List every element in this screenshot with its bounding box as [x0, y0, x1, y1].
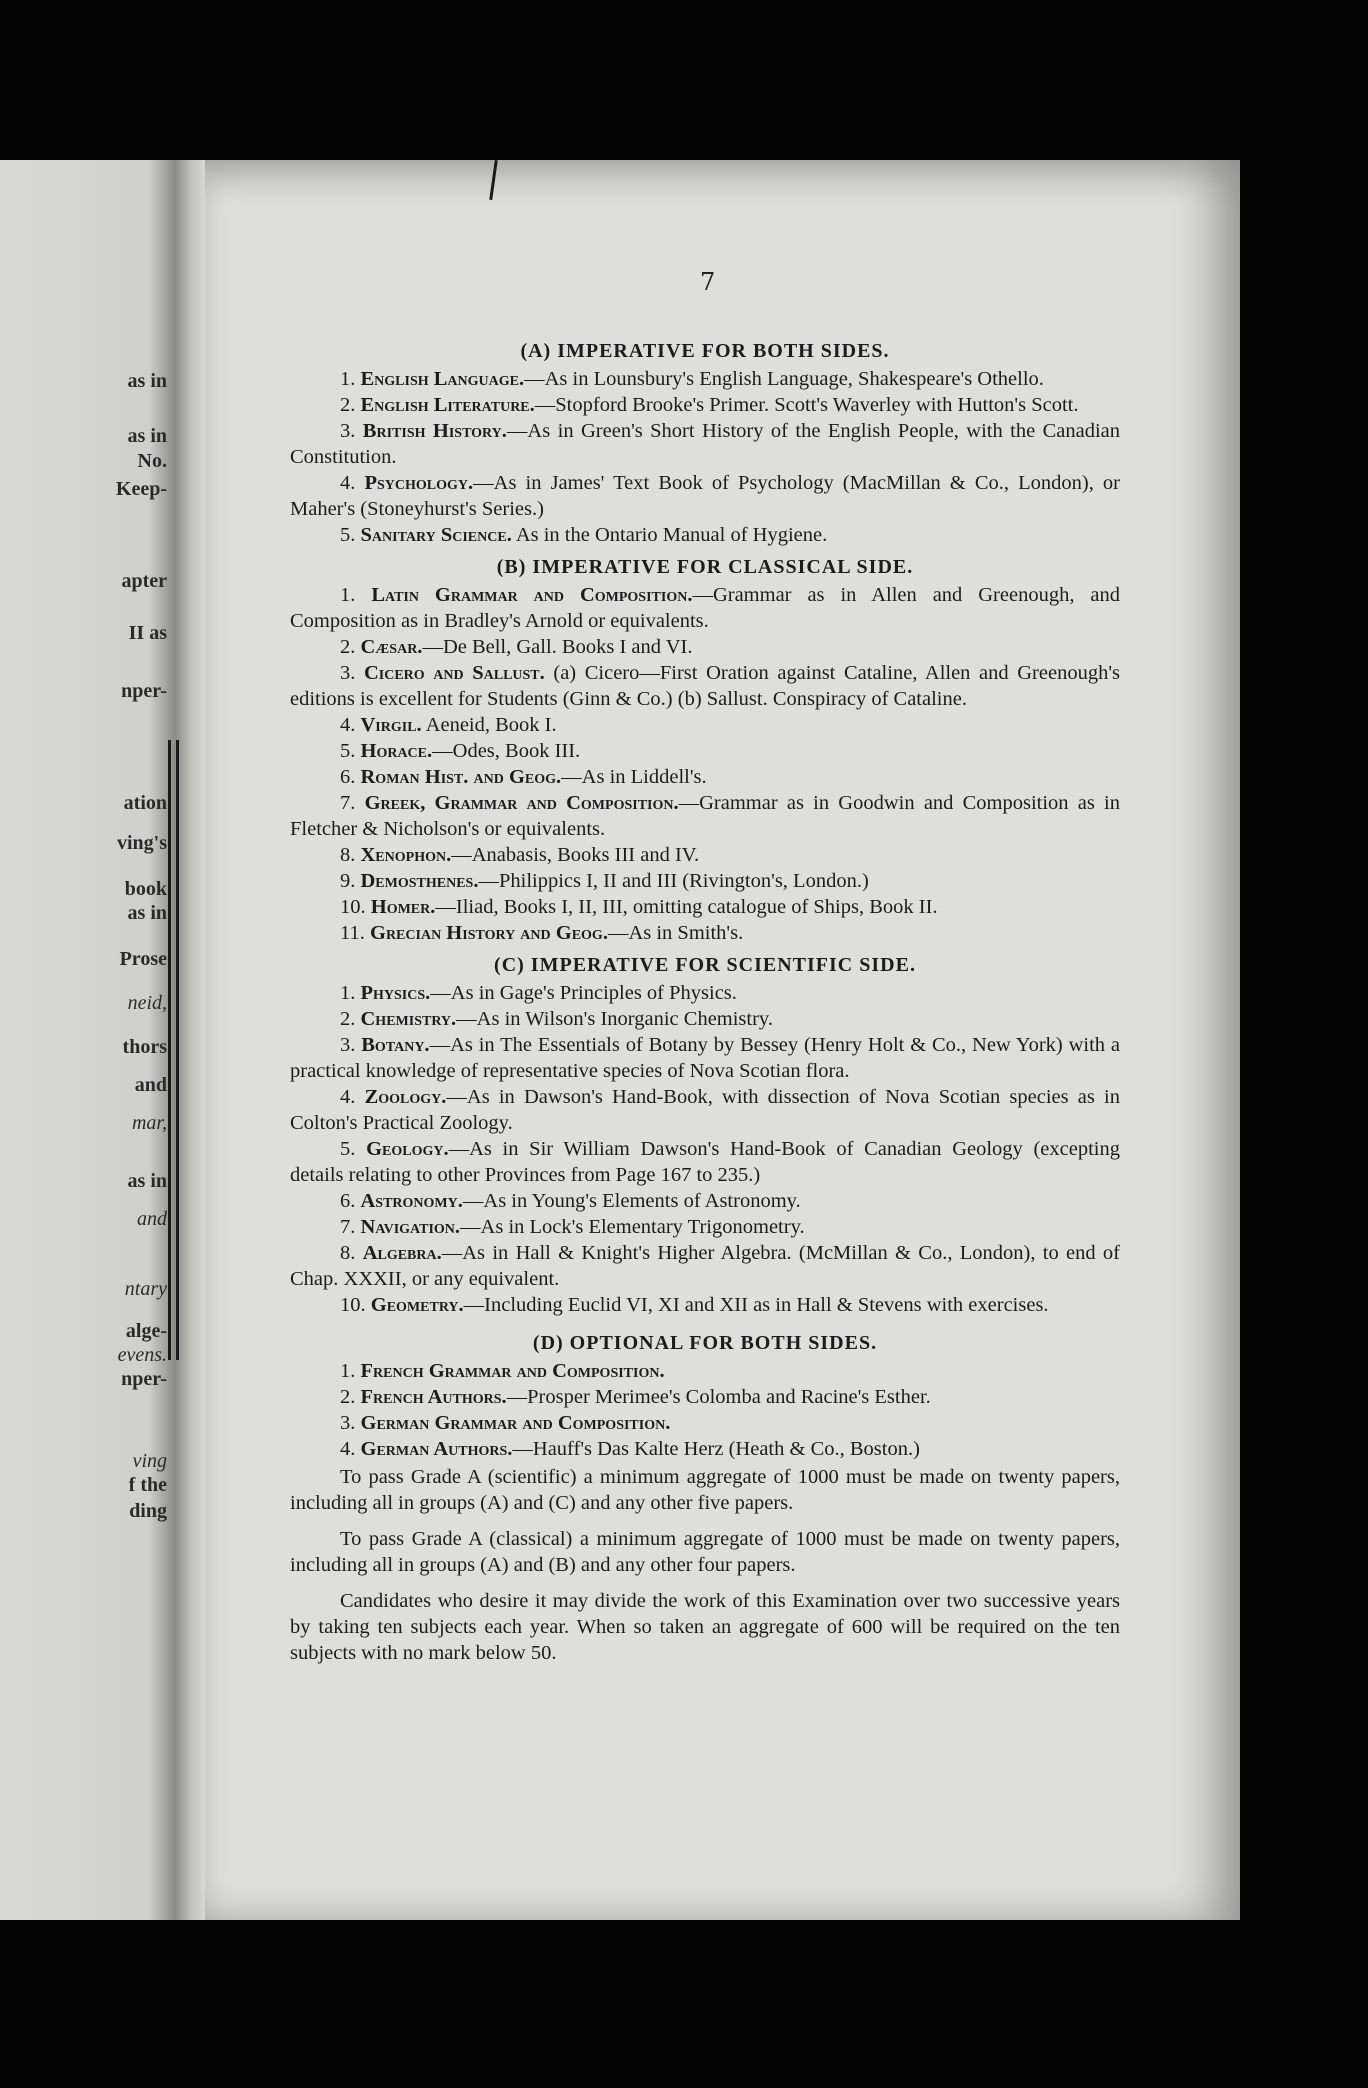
- section-d-item: [290, 1358, 1120, 1384]
- item-subject: Virgil.: [360, 714, 422, 736]
- item-number: 8.: [340, 1242, 363, 1264]
- item-number: 3.: [340, 420, 363, 442]
- section-d-item: [290, 1436, 1120, 1462]
- left-page-fragment: apter: [121, 570, 167, 592]
- section-c-item: [290, 980, 1120, 1006]
- item-description: —As in Dawson's Hand-Book, with dissection of Nova Scotian species as in Colton's Practical Zoology.: [290, 1086, 1120, 1134]
- item-number: 1.: [340, 368, 361, 390]
- section-d-heading: (D) OPTIONAL FOR BOTH SIDES.: [532, 1332, 878, 1354]
- item-subject: Cæsar.: [360, 636, 423, 658]
- item-number: 4.: [340, 472, 365, 494]
- item-description: —Hauff's Das Kalte Herz (Heath & Co., Boston.): [512, 1438, 920, 1460]
- scan-border-right: [1240, 150, 1368, 2088]
- section-b-heading: (B) IMPERATIVE FOR CLASSICAL SIDE.: [496, 556, 914, 578]
- section-b-item: [290, 790, 1120, 842]
- item-description: —De Bell, Gall. Books I and VI.: [422, 636, 693, 658]
- section-a-item: [290, 470, 1120, 522]
- item-subject: Horace.: [360, 740, 433, 762]
- item-subject: Algebra.: [362, 1242, 442, 1264]
- item-description: (a) Cicero—First Oration against Cataline, Allen and Greenough's editions is excellent for Students (Ginn & Co.) (b) Sallust. Conspiracy of Cataline.: [290, 662, 1120, 710]
- item-subject: Cicero and Sallust.: [363, 662, 545, 684]
- item-subject: British History.: [362, 420, 507, 442]
- section-b-item: [290, 842, 1120, 868]
- item-subject: Latin Grammar and Composition.: [371, 584, 693, 606]
- item-subject: Psychology.: [364, 472, 474, 494]
- item-description: As in the Ontario Manual of Hygiene.: [511, 524, 828, 546]
- item-description: —Grammar as in Allen and Greenough, and Composition as in Bradley's Arnold or equivalents.: [290, 584, 1120, 632]
- item-number: 1.: [340, 1360, 361, 1382]
- item-subject: Zoology.: [364, 1086, 447, 1108]
- section-a-heading: (A) IMPERATIVE FOR BOTH SIDES.: [520, 340, 890, 362]
- item-subject: Astronomy.: [360, 1190, 463, 1212]
- item-number: 2.: [340, 1386, 361, 1408]
- item-subject: Geology.: [366, 1138, 449, 1160]
- section-c-item: [290, 1292, 1120, 1318]
- section-c-item: [290, 1084, 1120, 1136]
- item-subject: Chemistry.: [360, 1008, 457, 1030]
- closing-paragraph: To pass Grade A (classical) a minimum aggregate of 1000 must be made on twenty papers, including all in groups (A) and (B) and any other four papers.: [290, 1528, 1120, 1576]
- left-page-fragment: ation: [123, 792, 167, 814]
- section-b-item: [290, 894, 1120, 920]
- item-subject: Grecian History and Geog.: [370, 922, 608, 944]
- left-page-fragment: No.: [137, 450, 167, 472]
- item-subject: French Authors.: [360, 1386, 507, 1408]
- section-c-item: [290, 1214, 1120, 1240]
- item-subject: French Grammar and Composition.: [360, 1360, 665, 1382]
- section-b-item: [290, 634, 1120, 660]
- item-description: —Anabasis, Books III and IV.: [451, 844, 700, 866]
- closing-paragraphs: [290, 1464, 1120, 1666]
- item-subject: English Language.: [360, 368, 525, 390]
- item-subject: Geometry.: [370, 1294, 464, 1316]
- item-number: 5.: [340, 740, 361, 762]
- left-page: [0, 160, 175, 1920]
- item-number: 11.: [340, 922, 370, 944]
- left-page-fragment: neid,: [127, 992, 167, 1014]
- section-c-heading: (C) IMPERATIVE FOR SCIENTIFIC SIDE.: [494, 954, 916, 976]
- section-c-item: [290, 1136, 1120, 1188]
- scan-border-top: [0, 0, 1368, 160]
- item-description: —As in Gage's Principles of Physics.: [430, 982, 737, 1004]
- section-d-item: [290, 1410, 1120, 1436]
- main-text-column: [290, 268, 1120, 1676]
- book-gutter: [175, 160, 205, 1920]
- left-page-fragment: evens.: [117, 1344, 167, 1366]
- item-number: 4.: [340, 1438, 361, 1460]
- item-description: —As in Green's Short History of the English People, with the Canadian Constitution.: [290, 420, 1120, 468]
- item-number: 4.: [340, 1086, 365, 1108]
- item-number: 1.: [340, 584, 372, 606]
- item-description: —As in Wilson's Inorganic Chemistry.: [456, 1008, 773, 1030]
- item-number: 3.: [340, 1034, 362, 1056]
- closing-paragraph: Candidates who desire it may divide the work of this Examination over two successive years by taking ten subjects each year. When so taken an aggregate of 600 will be required on the ten subjects with no mark below 50.: [290, 1590, 1120, 1664]
- item-subject: German Grammar and Composition.: [360, 1412, 671, 1434]
- left-page-fragment: as in: [127, 425, 167, 447]
- left-page-fragment: Keep-: [115, 478, 167, 500]
- left-page-fragment: II as: [128, 622, 167, 644]
- section-a-item: [290, 522, 1120, 548]
- item-subject: Roman Hist. and Geog.: [360, 766, 562, 788]
- item-description: —As in Lock's Elementary Trigonometry.: [460, 1216, 805, 1238]
- item-number: 8.: [340, 844, 361, 866]
- item-description: —As in Hall & Knight's Higher Algebra. (McMillan & Co., London), to end of Chap. XXXII, or any equivalent.: [290, 1242, 1121, 1290]
- left-page-fragment: ntary: [124, 1278, 167, 1300]
- item-description: —Including Euclid VI, XI and XII as in Hall & Stevens with exercises.: [463, 1294, 1049, 1316]
- left-page-fragment: as in: [127, 370, 167, 392]
- left-page-fragment: and: [137, 1208, 167, 1230]
- handwritten-bracket-mark-2: [176, 740, 179, 1360]
- left-page-fragment: book: [124, 878, 167, 900]
- item-subject: Xenophon.: [360, 844, 452, 866]
- section-b-item: [290, 868, 1120, 894]
- section-b-item: [290, 764, 1120, 790]
- left-page-fragment: Prose: [119, 948, 167, 970]
- section-c-list: [290, 980, 1120, 1318]
- item-number: 10.: [340, 1294, 371, 1316]
- item-number: 2.: [340, 636, 361, 658]
- item-subject: Demosthenes.: [360, 870, 479, 892]
- left-page-fragment: as in: [127, 1170, 167, 1192]
- item-description: —Philippics I, II and III (Rivington's, London.): [478, 870, 869, 892]
- section-c-item: [290, 1032, 1120, 1084]
- item-description: —As in Lounsbury's English Language, Shakespeare's Othello.: [524, 368, 1044, 390]
- item-subject: Physics.: [360, 982, 431, 1004]
- item-number: 2.: [340, 1008, 361, 1030]
- closing-paragraph: To pass Grade A (scientific) a minimum aggregate of 1000 must be made on twenty papers, including all in groups (A) and (C) and any other five papers.: [290, 1466, 1120, 1514]
- section-a-item: [290, 392, 1120, 418]
- item-number: 7.: [340, 1216, 361, 1238]
- left-page-fragment: nper-: [121, 1368, 167, 1390]
- item-subject: Sanitary Science.: [360, 524, 512, 546]
- section-c-item: [290, 1240, 1120, 1292]
- left-page-fragment: ding: [129, 1500, 167, 1522]
- item-number: 1.: [340, 982, 361, 1004]
- item-subject: Botany.: [361, 1034, 430, 1056]
- item-description: —As in Young's Elements of Astronomy.: [462, 1190, 801, 1212]
- left-page-fragment: ving: [132, 1450, 167, 1472]
- section-b-item: [290, 738, 1120, 764]
- page-number: 7: [700, 268, 716, 296]
- section-b-list: [290, 582, 1120, 946]
- item-subject: English Literature.: [360, 394, 535, 416]
- left-page-fragment: thors: [122, 1036, 167, 1058]
- item-description: —As in James' Text Book of Psychology (MacMillan & Co., London), or Maher's (Stoneyhurst's Series.): [290, 472, 1121, 520]
- item-number: 7.: [340, 792, 365, 814]
- left-page-fragment: f the: [128, 1474, 167, 1496]
- section-c-item: [290, 1006, 1120, 1032]
- item-subject: Navigation.: [360, 1216, 461, 1238]
- left-page-fragment: ving's: [116, 832, 167, 854]
- left-page-fragment: as in: [127, 902, 167, 924]
- item-number: 4.: [340, 714, 361, 736]
- left-page-fragment: nper-: [121, 680, 167, 702]
- item-number: 5.: [340, 1138, 367, 1160]
- section-d-list: [290, 1358, 1120, 1462]
- section-a-item: [290, 418, 1120, 470]
- item-number: 6.: [340, 1190, 361, 1212]
- item-description: —As in Sir William Dawson's Hand-Book of Canadian Geology (excepting details relating to other Provinces from Page 167 to 235.): [290, 1138, 1120, 1186]
- section-a-item: [290, 366, 1120, 392]
- item-number: 10.: [340, 896, 371, 918]
- item-description: —Odes, Book III.: [432, 740, 581, 762]
- item-description: —Stopford Brooke's Primer. Scott's Waverley with Hutton's Scott.: [534, 394, 1079, 416]
- item-number: 5.: [340, 524, 361, 546]
- item-description: —As in Liddell's.: [561, 766, 707, 788]
- item-number: 6.: [340, 766, 361, 788]
- item-number: 9.: [340, 870, 361, 892]
- item-description: —Grammar as in Goodwin and Composition as in Fletcher & Nicholson's or equivalents.: [290, 792, 1120, 840]
- item-subject: Greek, Grammar and Composition.: [364, 792, 679, 814]
- section-c-item: [290, 1188, 1120, 1214]
- item-number: 3.: [340, 1412, 361, 1434]
- item-number: 2.: [340, 394, 361, 416]
- left-page-fragment: mar,: [131, 1112, 167, 1134]
- item-description: —Prosper Merimee's Colomba and Racine's Esther.: [506, 1386, 931, 1408]
- scan-border-bottom: [0, 1920, 1368, 2088]
- item-number: 3.: [340, 662, 364, 684]
- section-b-item: [290, 920, 1120, 946]
- handwritten-bracket-mark: [168, 740, 171, 1360]
- item-subject: German Authors.: [360, 1438, 513, 1460]
- item-subject: Homer.: [370, 896, 436, 918]
- section-d-item: [290, 1384, 1120, 1410]
- item-description: Aeneid, Book I.: [421, 714, 557, 736]
- section-b-item: [290, 712, 1120, 738]
- left-page-fragment: alge-: [125, 1320, 167, 1342]
- item-description: —As in The Essentials of Botany by Bessey (Henry Holt & Co., New York) with a practical knowledge of representative species of Nova Scotian flora.: [290, 1034, 1121, 1082]
- item-description: —As in Smith's.: [607, 922, 744, 944]
- section-a-list: [290, 366, 1120, 548]
- section-b-item: [290, 660, 1120, 712]
- left-page-fragment: and: [134, 1074, 167, 1096]
- item-description: —Iliad, Books I, II, III, omitting catalogue of Ships, Book II.: [435, 896, 938, 918]
- section-b-item: [290, 582, 1120, 634]
